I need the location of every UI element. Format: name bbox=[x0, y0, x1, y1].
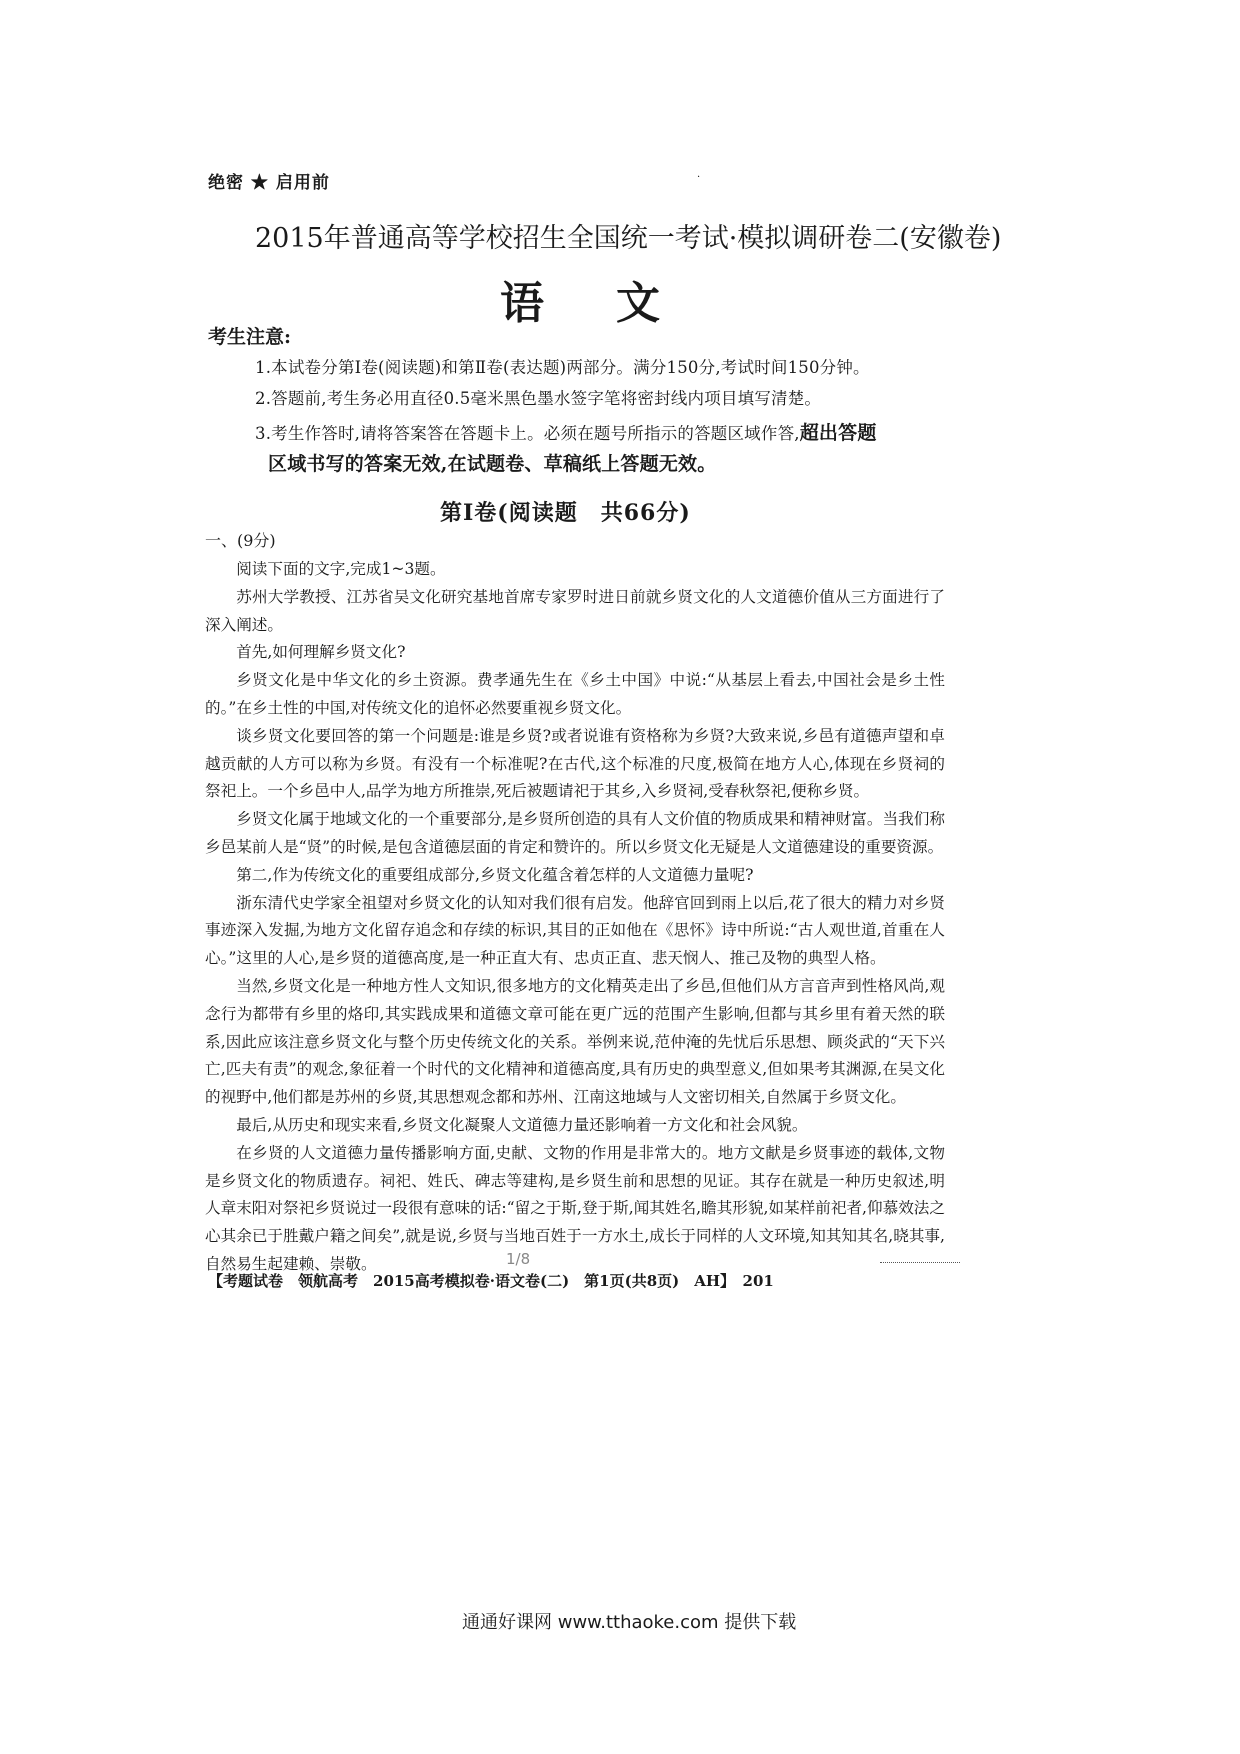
paragraph: 当然,乡贤文化是一种地方性人文知识,很多地方的文化精英走出了乡邑,但他们从方言音声到性格风尚,观念行为都带有乡里的烙印,其实践成果和道德文章可能在更广远的范围产生影响,但都与其乡里有着天然的联系,因此应该注意乡贤文化与整个历史传统文化的关系。举例来说,范仲淹的先忧后乐思想、顾炎武的“天下兴亡,匹夫有责”的观念,象征着一个时代的文化精神和道德高度,具有历史的典型意义,但如果考其渊源,在吴文化的视野中,他们都是苏州的乡贤,其思想观念都和苏州、江南这地域与人文密切相关,自然属于乡贤文化。 bbox=[205, 976, 945, 1107]
notice-item-3-continued-text: 区域书写的答案无效,在试题卷、草稿纸上答题无效。 bbox=[268, 453, 717, 475]
part-label: 一、(9分) bbox=[205, 531, 276, 550]
notice-item-3-continued bbox=[268, 449, 716, 476]
paragraph: 在乡贤的人文道德力量传播影响方面,史献、文物的作用是非常大的。地方文献是乡贤事迹的载体,文物是乡贤文化的物质遗存。祠祀、姓氏、碑志等建构,是乡贤生前和思想的见证。其存在就是一种历史叙述,明人章末阳对祭祀乡贤说过一段很有意味的话:“留之于斯,登于斯,闻其姓名,瞻其形貌,如某样前祀者,仰慕效法之心其余已于胜戴户籍之间矣”,就是说,乡贤与当地百姓于一方水土,成长于同样的人文环境,知其知其名,晓其事,自然易生起建赖、崇敬。 bbox=[205, 1143, 945, 1273]
paragraph: 最后,从历史和现实来看,乡贤文化凝聚人文道德力量还影响着一方文化和社会风貌。 bbox=[236, 1115, 808, 1134]
stray-dot: · bbox=[697, 172, 701, 183]
notice-item-3-text: 3.考生作答时,请将答案答在答题卡上。必须在题号所指示的答题区域作答, bbox=[255, 424, 800, 443]
paragraph: 浙东清代史学家全祖望对乡贤文化的认知对我们很有启发。他辞官回到雨上以后,花了很大的精力对乡贤事迹深入发掘,为地方文化留存追念和存续的标识,其目的正如他在《思怀》诗中所说:“古人观世道,首重在人心。”这里的人心,是乡贤的道德高度,是一种正直大有、忠贞正直、悲天悯人、推己及物的典型人格。 bbox=[205, 893, 945, 968]
paragraph: 乡贤文化属于地域文化的一个重要部分,是乡贤所创造的具有人文价值的物质成果和精神财富。当我们称乡邑某前人是“贤”的时候,是包含道德层面的肯定和赞许的。所以乡贤文化无疑是人文道德建设的重要资源。 bbox=[205, 810, 945, 856]
reading-passage bbox=[205, 556, 945, 1279]
paragraph: 乡贤文化是中华文化的乡土资源。费孝通先生在《乡土中国》中说:“从基层上看去,中国社会是乡土性的。”在乡土性的中国,对传统文化的追怀必然要重视乡贤文化。 bbox=[205, 671, 945, 717]
exam-title: 2015年普通高等学校招生全国统一考试·模拟调研卷二(安徽卷) bbox=[255, 223, 1002, 254]
page-footer: 【考题试卷 领航高考 2015高考模拟卷·语文卷(二) 第1页(共8页) AH】 201 bbox=[208, 1272, 774, 1290]
footer-divider bbox=[880, 1262, 960, 1263]
paragraph: 第二,作为传统文化的重要组成部分,乡贤文化蕴含着怎样的人文道德力量呢? bbox=[236, 865, 754, 884]
paragraph: 苏州大学教授、江苏省吴文化研究基地首席专家罗时进日前就乡贤文化的人文道德价值从三方面进行了深入阐述。 bbox=[205, 587, 945, 634]
paragraph: 阅读下面的文字,完成1~3题。 bbox=[236, 560, 446, 578]
page-indicator: 1/8 bbox=[506, 1250, 531, 1268]
paragraph: 首先,如何理解乡贤文化? bbox=[236, 643, 406, 662]
notice-item-2: 2.答题前,考生务必用直径0.5毫米黑色墨水签字笔将密封线内项目填写清楚。 bbox=[255, 389, 822, 408]
secret-label: 绝密 ★ 启用前 bbox=[208, 173, 330, 193]
notice-title: 考生注意: bbox=[208, 326, 292, 348]
download-note: 通通好课网 www.tthaoke.com 提供下载 bbox=[462, 1612, 797, 1633]
section-title: 第Ⅰ卷(阅读题 共66分) bbox=[440, 500, 691, 526]
notice-item-1: 1.本试卷分第Ⅰ卷(阅读题)和第Ⅱ卷(表达题)两部分。满分150分,考试时间150分钟。 bbox=[255, 358, 870, 377]
subject-title: 语文 bbox=[500, 278, 732, 329]
notice-item-3 bbox=[255, 418, 877, 445]
notice-item-3-emphasis: 超出答题 bbox=[799, 422, 877, 444]
paragraph: 谈乡贤文化要回答的第一个问题是:谁是乡贤?或者说谁有资格称为乡贤?大致来说,乡邑有道德声望和卓越贡献的人方可以称为乡贤。有没有一个标准呢?在古代,这个标准的尺度,极简在地方人心,体现在乡贤祠的祭祀上。一个乡邑中人,品学为地方所推崇,死后被题请祀于其乡,入乡贤祠,受春秋祭祀,便称乡贤。 bbox=[205, 726, 945, 801]
